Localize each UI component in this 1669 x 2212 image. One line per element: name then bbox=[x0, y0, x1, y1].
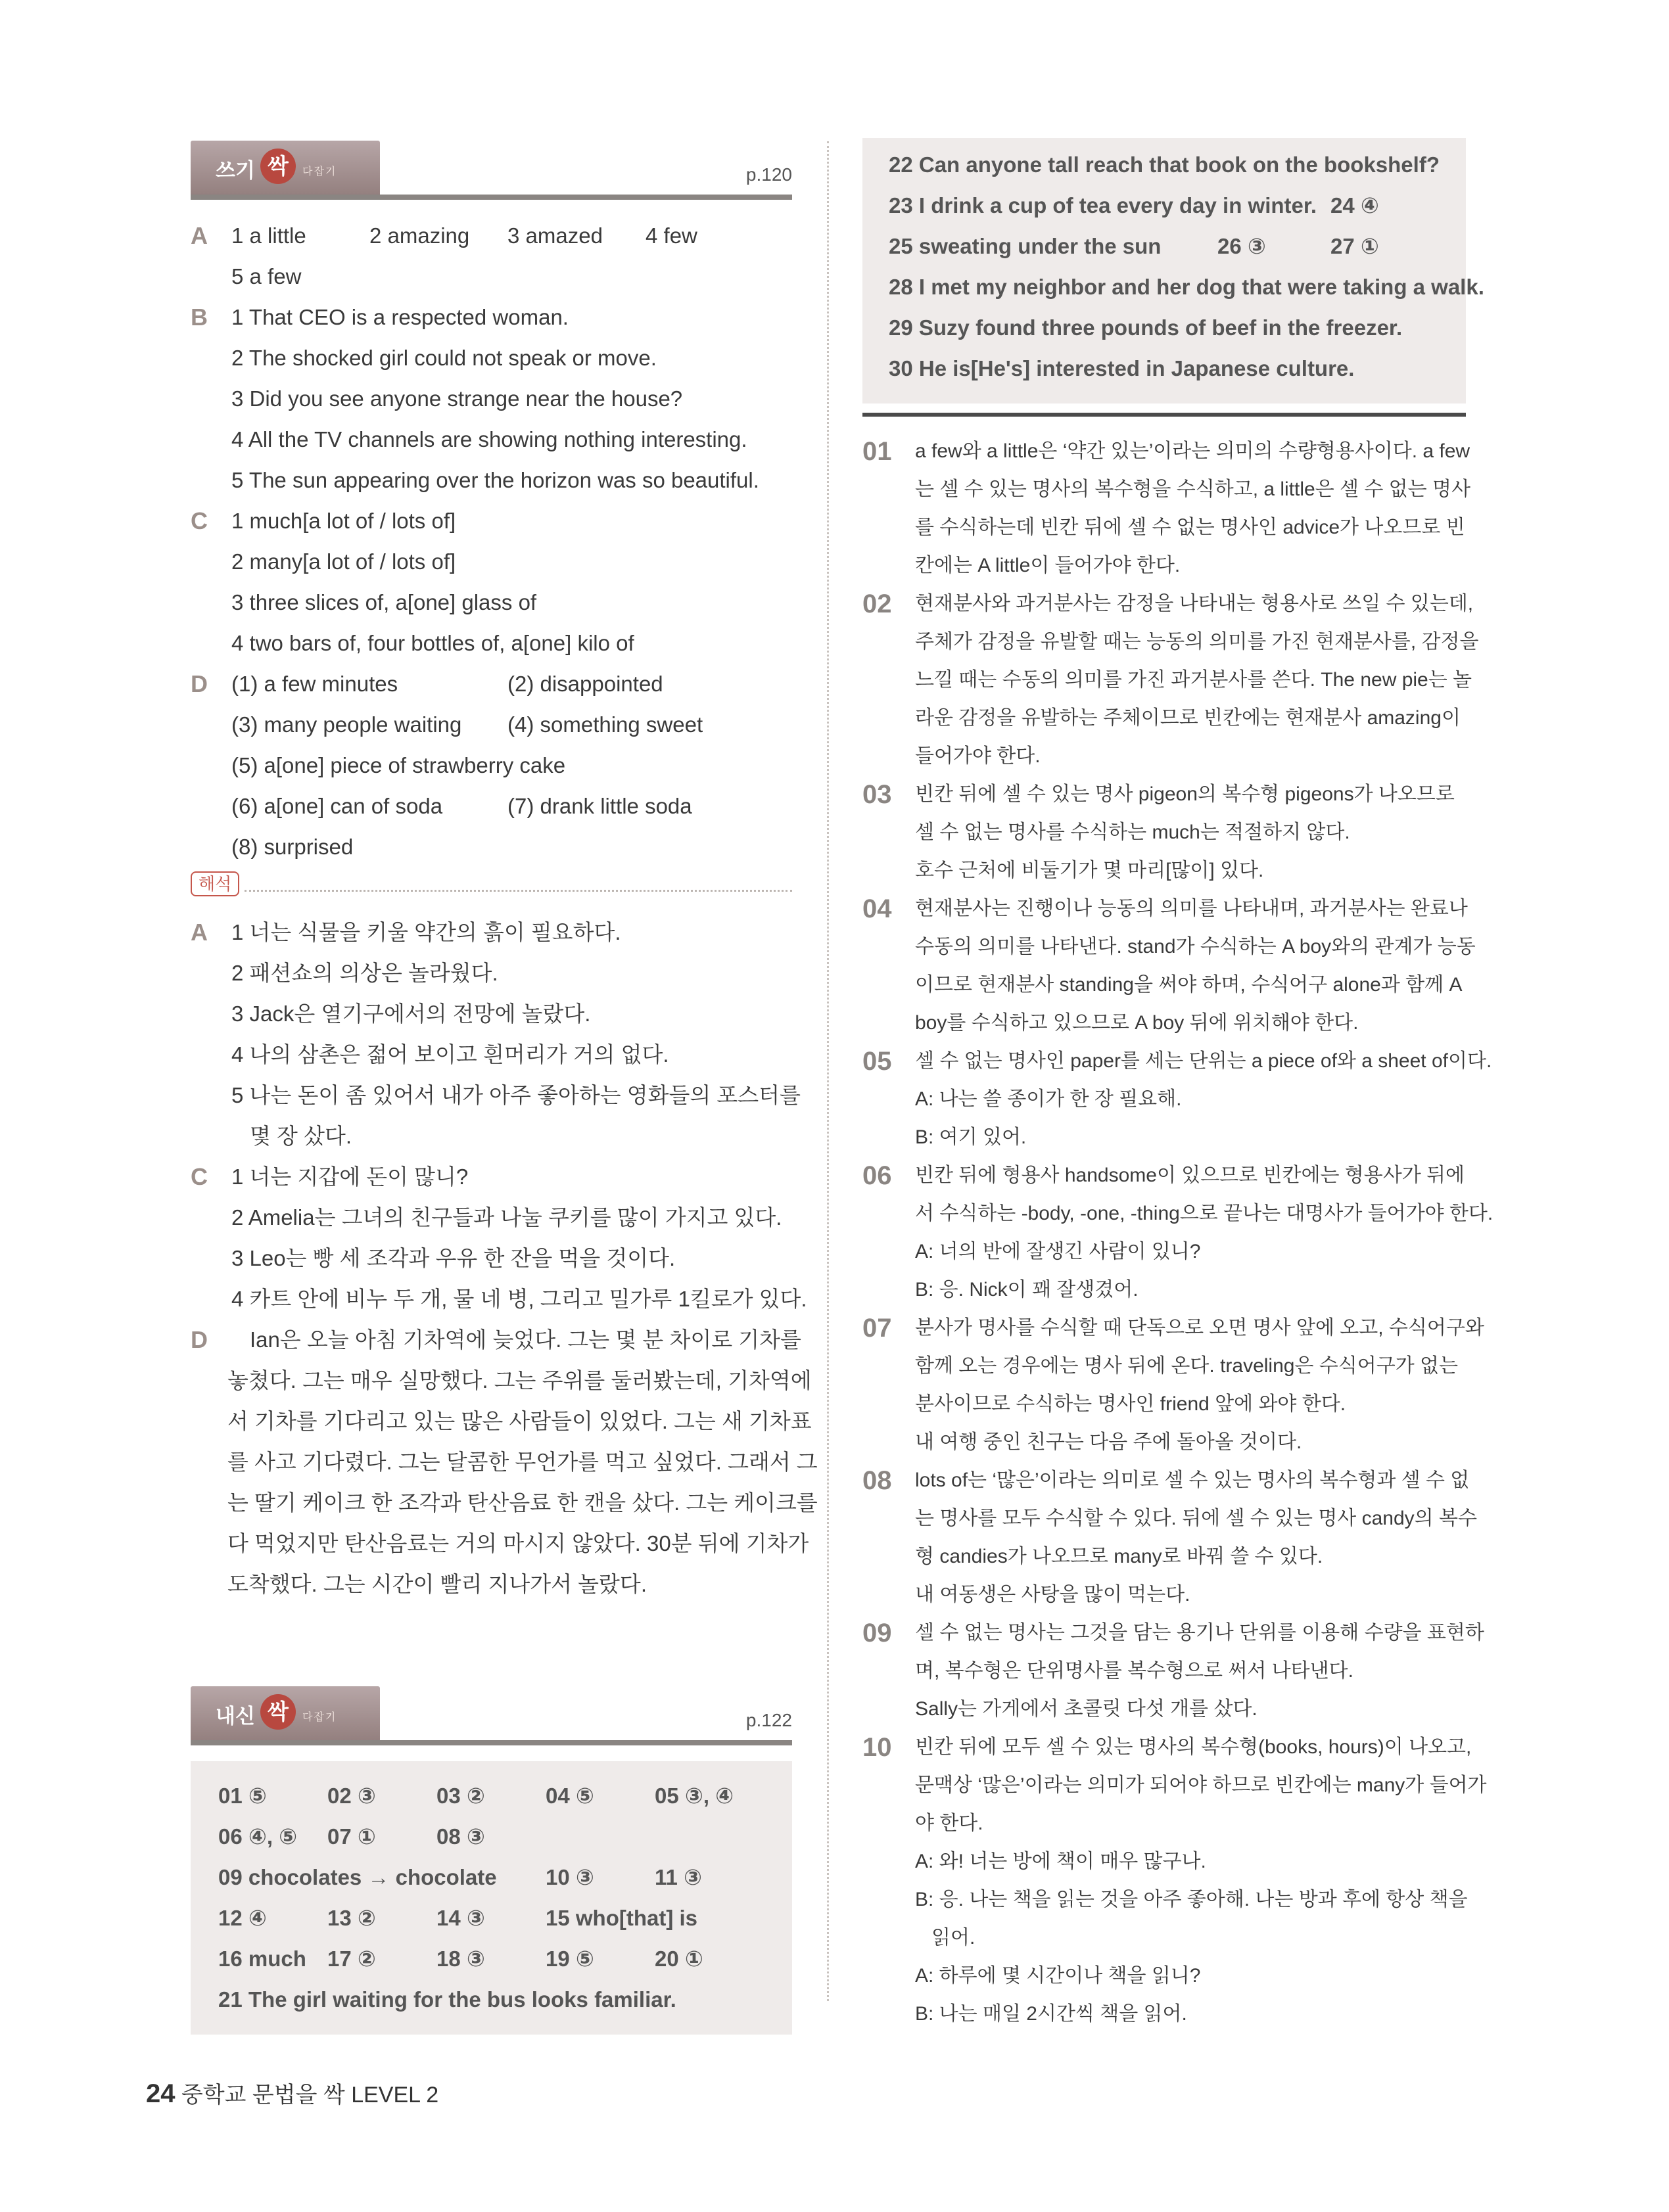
explanation-line: 칸에는 A little이 들어가야 한다. bbox=[915, 555, 1181, 576]
answer: 19 ⑤ bbox=[546, 1947, 594, 1971]
answer: 12 ④ bbox=[218, 1906, 267, 1930]
tab-sub: 다잡기 bbox=[302, 1712, 337, 1723]
answer-row bbox=[191, 1898, 792, 1939]
section-letter: C bbox=[191, 507, 208, 534]
translation-row bbox=[191, 994, 792, 1034]
translation: 5 나는 돈이 좀 있어서 내가 아주 좋아하는 영화들의 포스터를 bbox=[231, 1083, 801, 1107]
answer: 1 much[a lot of / lots of] bbox=[231, 509, 456, 533]
right-column bbox=[862, 138, 1493, 2033]
translation: 몇 장 샀다. bbox=[250, 1124, 352, 1148]
translation-row bbox=[191, 1279, 807, 1320]
explanation-item bbox=[862, 1042, 1492, 1157]
page-number: 24 bbox=[146, 2079, 176, 2108]
page-ref: p.120 bbox=[745, 164, 792, 185]
answer-box bbox=[191, 1761, 792, 2035]
answer: 05 ③, ④ bbox=[655, 1784, 734, 1808]
answer-row bbox=[862, 145, 1466, 185]
explanation-item bbox=[862, 775, 1466, 890]
explanation-number: 04 bbox=[862, 894, 892, 923]
answer-row bbox=[862, 267, 1484, 308]
column-divider bbox=[827, 141, 829, 2001]
translation: 1 너는 식물을 키울 약간의 흙이 필요하다. bbox=[231, 920, 621, 944]
translation: 를 사고 기다렸다. 그는 달콤한 무언가를 먹고 싶었다. 그래서 그 bbox=[227, 1450, 818, 1474]
explanation-line: 분사이므로 수식하는 명사인 friend 앞에 와야 한다. bbox=[915, 1393, 1346, 1415]
answer-row bbox=[191, 379, 792, 419]
answer: (8) surprised bbox=[231, 835, 354, 859]
answer-row bbox=[191, 827, 792, 867]
explanation-line: B: 응. 나는 책을 읽는 것을 아주 좋아해. 나는 방과 후에 항상 책을 bbox=[915, 1889, 1468, 1910]
explanation-line: A: 나는 쓸 종이가 한 장 필요해. bbox=[915, 1088, 1182, 1110]
explanation-line: 분사가 명사를 수식할 때 단독으로 오면 명사 앞에 오고, 수식어구와 bbox=[915, 1317, 1484, 1339]
explanation-line: 빈칸 뒤에 모두 셀 수 있는 명사의 복수형(books, hours)이 나오고, bbox=[915, 1736, 1472, 1758]
translation: 2 Amelia는 그녀의 친구들과 나눌 쿠키를 많이 가지고 있다. bbox=[231, 1205, 782, 1230]
explanation-item bbox=[862, 1462, 1477, 1614]
section-letter: A bbox=[191, 919, 208, 946]
answer-row bbox=[862, 185, 1466, 226]
explanation-line: 함께 오는 경우에는 명사 뒤에 온다. traveling은 수식어구가 없는 bbox=[915, 1355, 1458, 1377]
explanation-line: 서 수식하는 -body, -one, -thing으로 끝나는 대명사가 들어가야 한다. bbox=[915, 1203, 1493, 1224]
answer: 15 who[that] is bbox=[546, 1906, 698, 1930]
explanation-line: lots of는 ‘많은’이라는 의미로 셀 수 있는 명사의 복수형과 셀 수 없 bbox=[915, 1469, 1470, 1491]
explanation-line: 며, 복수형은 단위명사를 복수형으로 써서 나타낸다. bbox=[915, 1660, 1353, 1682]
translation-row bbox=[191, 1442, 818, 1483]
answer-row bbox=[191, 338, 792, 379]
explanation-line: 셀 수 없는 명사는 그것을 담는 용기나 단위를 이용해 수량을 표현하 bbox=[915, 1622, 1484, 1644]
explanation-line: 를 수식하는데 빈칸 뒤에 셀 수 없는 명사인 advice가 나오므로 빈 bbox=[915, 517, 1465, 538]
answer: 4 few bbox=[646, 223, 697, 248]
explanation-line: A: 너의 반에 잘생긴 사람이 있니? bbox=[915, 1241, 1201, 1262]
translation: 놓쳤다. 그는 매우 실망했다. 그는 주위를 둘러봤는데, 기차역에 bbox=[227, 1368, 812, 1393]
explanation-line: 내 여동생은 사탕을 많이 먹는다. bbox=[915, 1584, 1190, 1605]
explanation-number: 05 bbox=[862, 1047, 892, 1076]
answer-row bbox=[191, 1816, 792, 1857]
explanation-number: 09 bbox=[862, 1619, 892, 1647]
answer: 10 ③ bbox=[546, 1865, 594, 1889]
answer: 26 ③ bbox=[1217, 234, 1266, 258]
answer: (4) something sweet bbox=[507, 712, 703, 737]
translation: 4 카트 안에 비누 두 개, 물 네 병, 그리고 밀가루 1킬로가 있다. bbox=[231, 1287, 807, 1311]
tab-label: 쓰기 bbox=[216, 159, 255, 182]
translation: Ian은 오늘 아침 기차역에 늦었다. 그는 몇 분 차이로 기차를 bbox=[250, 1327, 801, 1352]
explanation-line: 는 셀 수 있는 명사의 복수형을 수식하고, a little은 셀 수 없는 명사 bbox=[915, 478, 1470, 500]
answer: 17 ② bbox=[327, 1947, 376, 1971]
explanation-list bbox=[862, 432, 1493, 2033]
answer: 27 ① bbox=[1330, 234, 1379, 258]
answer-row bbox=[191, 256, 792, 297]
answer-row bbox=[862, 308, 1466, 348]
answer: 24 ④ bbox=[1330, 193, 1379, 218]
answer-row bbox=[191, 216, 792, 256]
translation-row bbox=[191, 1116, 792, 1157]
answer: 1 a little bbox=[231, 223, 306, 248]
explanation-line: 현재분사와 과거분사는 감정을 나타내는 형용사로 쓰일 수 있는데, bbox=[915, 593, 1474, 614]
explanation-number: 08 bbox=[862, 1466, 892, 1495]
translation-row bbox=[191, 1320, 801, 1360]
answer: 21 The girl waiting for the bus looks familiar. bbox=[218, 1987, 676, 2012]
answer: 2 amazing bbox=[369, 223, 470, 248]
answer: 16 much bbox=[218, 1947, 306, 1971]
answer: 5 The sun appearing over the horizon was so beautiful. bbox=[231, 468, 759, 492]
answer: 18 ③ bbox=[436, 1947, 485, 1971]
translation-row bbox=[191, 1401, 812, 1442]
answer: 4 two bars of, four bottles of, a[one] kilo of bbox=[231, 631, 634, 655]
answer: 08 ③ bbox=[436, 1824, 485, 1849]
tab-sub: 다잡기 bbox=[302, 166, 337, 177]
answer: 3 amazed bbox=[507, 223, 603, 248]
translation: 4 나의 삼촌은 젊어 보이고 흰머리가 거의 없다. bbox=[231, 1042, 669, 1067]
explanation-line: 읽어. bbox=[915, 1927, 976, 1948]
tab-circle: 싹 bbox=[260, 149, 296, 184]
translation-divider bbox=[191, 871, 792, 912]
explanation-item bbox=[862, 1614, 1484, 1728]
answer-row bbox=[191, 664, 792, 704]
explanation-line: A: 와! 너는 방에 책이 매우 많구나. bbox=[915, 1851, 1206, 1872]
translation-row bbox=[191, 1360, 812, 1401]
answer: 28 I met my neighbor and her dog that were taking a walk. bbox=[889, 275, 1484, 299]
translation: 서 기차를 기다리고 있는 많은 사람들이 있었다. 그는 새 기차표 bbox=[227, 1409, 812, 1433]
translation-label: 해석 bbox=[191, 871, 239, 896]
translation-row bbox=[191, 1483, 818, 1523]
explanation-line: 셀 수 없는 명사인 paper를 세는 단위는 a piece of와 a sheet of이다. bbox=[915, 1050, 1492, 1072]
explanation-item bbox=[862, 1157, 1493, 1309]
explanation-line: 현재분사는 진행이나 능동의 의미를 나타내며, 과거분사는 완료나 bbox=[915, 898, 1468, 919]
answer: 07 ① bbox=[327, 1824, 376, 1849]
translation: 다 먹었지만 탄산음료는 거의 마시지 않았다. 30분 뒤에 기차가 bbox=[227, 1531, 809, 1555]
tab-circle: 싹 bbox=[260, 1694, 296, 1730]
answer-row bbox=[191, 582, 792, 623]
explanation-line: 셀 수 없는 명사를 수식하는 much는 적절하지 않다. bbox=[915, 821, 1350, 843]
answer: 2 The shocked girl could not speak or move. bbox=[231, 346, 657, 370]
section-letter: D bbox=[191, 670, 208, 697]
section-letter: C bbox=[191, 1163, 208, 1190]
answer-row bbox=[191, 1776, 792, 1816]
answer: (2) disappointed bbox=[507, 672, 663, 696]
explanation-item bbox=[862, 1728, 1487, 2033]
explanation-line: 느낄 때는 수동의 의미를 가진 과거분사를 쓴다. The new pie는 놀 bbox=[915, 669, 1472, 691]
translation-row bbox=[191, 1075, 801, 1116]
translation-row bbox=[191, 1523, 809, 1564]
answer-row bbox=[191, 704, 792, 745]
explanation-line: 라운 감정을 유발하는 주체이므로 빈칸에는 현재분사 amazing이 bbox=[915, 707, 1461, 729]
translation-row bbox=[191, 1157, 792, 1197]
school-test-section-header bbox=[191, 1684, 792, 1745]
section-letter: D bbox=[191, 1326, 208, 1353]
answer: 30 He is[He's] interested in Japanese culture. bbox=[889, 356, 1355, 380]
answer-row bbox=[191, 1857, 792, 1898]
explanation-line: B: 나는 매일 2시간씩 책을 읽어. bbox=[915, 2003, 1187, 2025]
answer: 11 ③ bbox=[655, 1865, 702, 1889]
explanation-number: 02 bbox=[862, 589, 892, 618]
answer-row bbox=[191, 745, 792, 786]
answer: 01 ⑤ bbox=[218, 1784, 267, 1808]
answer: 29 Suzy found three pounds of beef in the freezer. bbox=[889, 315, 1403, 340]
explanation-line: Sally는 가게에서 초콜릿 다섯 개를 샀다. bbox=[915, 1698, 1258, 1720]
explanation-number: 01 bbox=[862, 437, 892, 466]
section-letter: A bbox=[191, 222, 208, 249]
answer-row bbox=[862, 348, 1466, 389]
explanation-line: B: 여기 있어. bbox=[915, 1126, 1027, 1148]
explanation-number: 06 bbox=[862, 1161, 892, 1190]
left-column bbox=[191, 138, 818, 2035]
page-footer bbox=[146, 2077, 438, 2109]
answer: 14 ③ bbox=[436, 1906, 485, 1930]
answer: 2 many[a lot of / lots of] bbox=[231, 549, 456, 574]
section-letter: B bbox=[191, 304, 208, 331]
book-title: 중학교 문법을 싹 LEVEL 2 bbox=[181, 2083, 439, 2108]
answer: 09 chocolates → chocolate bbox=[218, 1865, 497, 1889]
answer-row bbox=[191, 501, 792, 541]
answer-row bbox=[191, 297, 792, 338]
explanation-line: 빈칸 뒤에 형용사 handsome이 있으므로 빈칸에는 형용사가 뒤에 bbox=[915, 1164, 1465, 1186]
answer: 5 a few bbox=[231, 264, 302, 288]
translation: 3 Leo는 빵 세 조각과 우유 한 잔을 먹을 것이다. bbox=[231, 1246, 676, 1270]
explanation-line: 문맥상 ‘많은’이라는 의미가 되어야 하므로 빈칸에는 many가 들어가 bbox=[915, 1774, 1487, 1796]
explanation-line: 는 명사를 모두 수식할 수 있다. 뒤에 셀 수 있는 명사 candy의 복수 bbox=[915, 1508, 1477, 1529]
explanation-line: 호수 근처에 비둘기가 몇 마리[많이] 있다. bbox=[915, 860, 1264, 881]
answer: (5) a[one] piece of strawberry cake bbox=[231, 753, 566, 777]
answer-row bbox=[191, 419, 792, 460]
explanation-item bbox=[862, 1309, 1484, 1462]
translation: 도착했다. 그는 시간이 빨리 지나가서 놀랐다. bbox=[227, 1572, 647, 1596]
section-tab bbox=[191, 141, 380, 195]
explanation-number: 07 bbox=[862, 1314, 892, 1343]
translation: 3 Jack은 열기구에서의 전망에 놀랐다. bbox=[231, 1002, 591, 1026]
translation-row bbox=[191, 953, 792, 994]
answer: 06 ④, ⑤ bbox=[218, 1824, 298, 1849]
answer-row bbox=[191, 1979, 792, 2020]
section-rule bbox=[862, 413, 1466, 417]
explanation-line: 야 한다. bbox=[915, 1812, 983, 1834]
explanation-line: boy를 수식하고 있으므로 A boy 뒤에 위치해야 한다. bbox=[915, 1012, 1359, 1034]
translation: 2 패션쇼의 의상은 놀라웠다. bbox=[231, 961, 498, 985]
translation-row bbox=[191, 1564, 792, 1605]
answer: 20 ① bbox=[655, 1947, 703, 1971]
translation-row bbox=[191, 1238, 792, 1279]
answer: 3 Did you see anyone strange near the house? bbox=[231, 386, 683, 411]
explanation-line: 이므로 현재분사 standing을 써야 하며, 수식어구 alone과 함께 A bbox=[915, 974, 1463, 996]
answer-row bbox=[191, 460, 792, 501]
answer-row bbox=[862, 226, 1466, 267]
answer: 23 I drink a cup of tea every day in winter. bbox=[889, 193, 1317, 218]
explanation-number: 03 bbox=[862, 780, 892, 809]
answer-row bbox=[191, 786, 792, 827]
answer: (6) a[one] can of soda bbox=[231, 794, 443, 818]
translation: 1 너는 지갑에 돈이 많니? bbox=[231, 1164, 469, 1189]
answer: 3 three slices of, a[one] glass of bbox=[231, 590, 537, 614]
tab-label: 내신 bbox=[216, 1705, 255, 1728]
answer: 13 ② bbox=[327, 1906, 376, 1930]
answer: 02 ③ bbox=[327, 1784, 376, 1808]
translation-row bbox=[191, 912, 792, 953]
answer-row bbox=[191, 623, 792, 664]
explanation-line: 빈칸 뒤에 셀 수 있는 명사 pigeon의 복수형 pigeons가 나오므로 bbox=[915, 783, 1455, 805]
answer: 22 Can anyone tall reach that book on the bookshelf? bbox=[889, 152, 1440, 177]
translation: 는 딸기 케이크 한 조각과 탄산음료 한 캔을 샀다. 그는 케이크를 bbox=[227, 1490, 818, 1515]
answer: (1) a few minutes bbox=[231, 672, 398, 696]
explanation-item bbox=[862, 585, 1479, 775]
writing-section-header bbox=[191, 138, 792, 200]
explanation-line: B: 응. Nick이 꽤 잘생겼어. bbox=[915, 1279, 1139, 1301]
answer: 1 That CEO is a respected woman. bbox=[231, 305, 569, 329]
answer: 4 All the TV channels are showing nothing interesting. bbox=[231, 427, 747, 451]
answer: (3) many people waiting bbox=[231, 712, 462, 737]
answer: (7) drank little soda bbox=[507, 794, 692, 818]
explanation-line: 수동의 의미를 나타낸다. stand가 수식하는 A boy와의 관계가 능동 bbox=[915, 936, 1476, 957]
answer-row bbox=[191, 1939, 792, 1979]
explanation-item bbox=[862, 890, 1476, 1042]
explanation-line: 형 candies가 나오므로 many로 바꿔 쓸 수 있다. bbox=[915, 1546, 1323, 1567]
answer-box-continued bbox=[862, 138, 1484, 403]
explanation-number: 10 bbox=[862, 1733, 892, 1762]
translation-row bbox=[191, 1034, 792, 1075]
answer: 04 ⑤ bbox=[546, 1784, 594, 1808]
section-tab bbox=[191, 1686, 380, 1740]
answer: 03 ② bbox=[436, 1784, 485, 1808]
explanation-line: 들어가야 한다. bbox=[915, 745, 1041, 767]
page-ref: p.122 bbox=[745, 1710, 792, 1730]
explanation-item bbox=[862, 432, 1470, 585]
translation-row bbox=[191, 1197, 792, 1238]
explanation-line: 주체가 감정을 유발할 때는 능동의 의미를 가진 현재분사를, 감정을 bbox=[915, 631, 1479, 653]
answer-row bbox=[191, 541, 792, 582]
answer: 25 sweating under the sun bbox=[889, 234, 1162, 258]
explanation-line: 내 여행 중인 친구는 다음 주에 돌아올 것이다. bbox=[915, 1431, 1302, 1453]
explanation-line: a few와 a little은 ‘약간 있는’이라는 의미의 수량형용사이다. a few bbox=[915, 440, 1470, 462]
explanation-line: A: 하루에 몇 시간이나 책을 읽니? bbox=[915, 1965, 1201, 1987]
